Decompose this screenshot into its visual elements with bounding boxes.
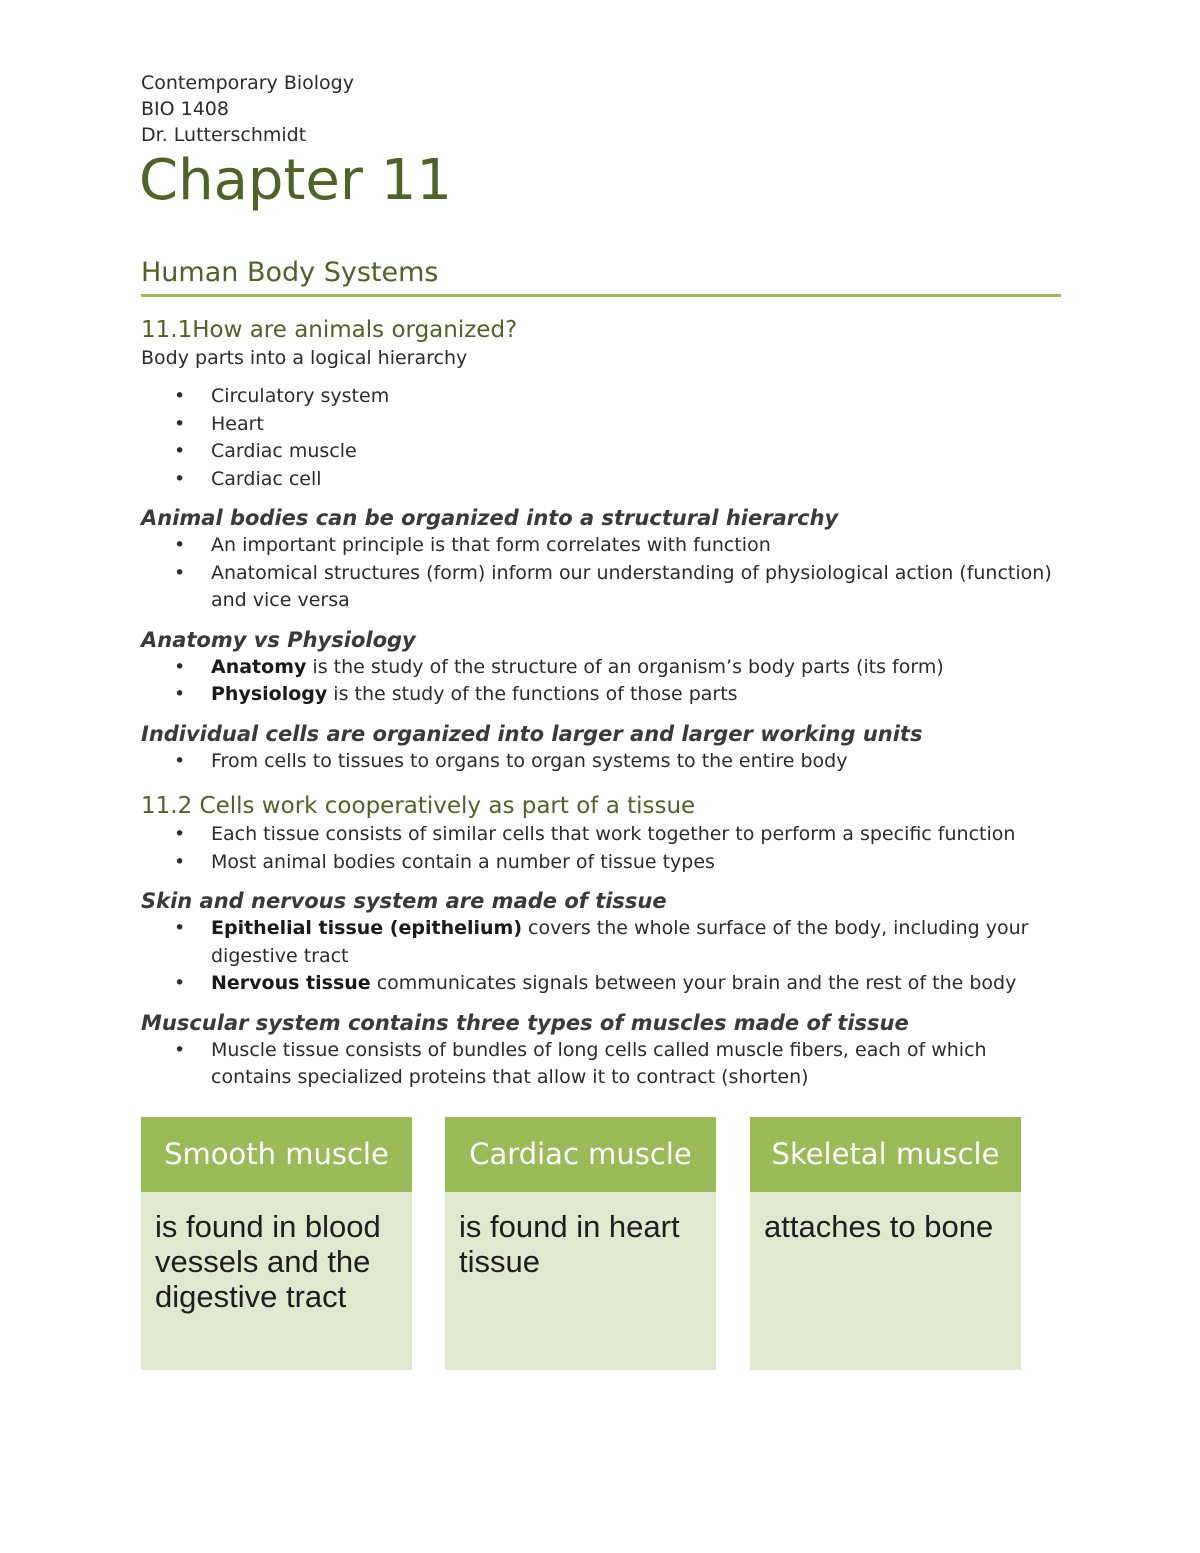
heading-11-2: 11.2 Cells work cooperatively as part of a tissue	[141, 793, 696, 819]
heading-11-1: 11.1How are animals organized?	[141, 317, 518, 343]
list-item: • An important principle is that form correlates with function	[141, 532, 1061, 560]
skin-list	[141, 915, 1061, 998]
bullet-icon: •	[174, 683, 186, 705]
term: Nervous tissue	[211, 972, 371, 994]
tissue-list	[141, 821, 1061, 876]
bullet-icon: •	[174, 385, 186, 407]
list-item: • Most animal bodies contain a number of tissue types	[141, 849, 1061, 877]
heading-working-units: Individual cells are organized into larger and larger working units	[141, 721, 923, 746]
bullet-icon: •	[174, 823, 186, 845]
bullet-icon: •	[174, 655, 186, 678]
section-title: Human Body Systems	[141, 256, 1061, 297]
bullet-icon: •	[174, 850, 186, 873]
document-content	[141, 70, 1061, 1092]
intro-text: Body parts into a logical hierarchy	[141, 347, 468, 369]
heading-structural-hierarchy: Animal bodies can be organized into a structural hierarchy	[141, 506, 839, 530]
heading-skin-nervous: Skin and nervous system are made of tissue	[141, 889, 667, 913]
muscle-types-graphic	[141, 1117, 1021, 1372]
list-item: • Heart	[141, 411, 1061, 439]
course-name: Contemporary Biology	[141, 72, 354, 94]
bullet-icon: •	[174, 534, 186, 556]
bullet-icon: •	[174, 972, 186, 994]
list-item: • Cardiac cell	[141, 466, 1061, 494]
list-item: • Nervous tissue communicates signals between your brain and the rest of the body	[141, 970, 1061, 998]
box-title: Skeletal muscle	[750, 1117, 1021, 1192]
instructor-name: Dr. Lutterschmidt	[141, 124, 307, 146]
chapter-title: Chapter 11	[139, 148, 452, 213]
muscular-list	[141, 1037, 1061, 1092]
bullet-icon: •	[174, 1038, 186, 1061]
list-item: • Physiology is the study of the functions of those parts	[141, 681, 1061, 709]
cardiac-muscle-box	[445, 1117, 716, 1370]
box-body: is found in blood vessels and the digestive tract	[155, 1209, 381, 1314]
bullet-icon: •	[174, 440, 186, 462]
box-title: Cardiac muscle	[445, 1117, 716, 1192]
cells-list	[141, 748, 1061, 776]
heading-muscular-system: Muscular system contains three types of muscles made of tissue	[141, 1010, 909, 1035]
list-item: • Anatomy is the study of the structure of an organism’s body parts (its form)	[141, 654, 1061, 682]
list-item: • Cardiac muscle	[141, 438, 1061, 466]
box-body: is found in heart tissue	[459, 1209, 680, 1279]
list-item: • From cells to tissues to organs to organ systems to the entire body	[141, 748, 1061, 776]
bullet-icon: •	[174, 749, 186, 772]
hierarchy-list	[141, 383, 1061, 493]
smooth-muscle-box	[141, 1117, 412, 1370]
bullet-icon: •	[174, 917, 186, 939]
structural-list	[141, 532, 1061, 615]
bullet-icon: •	[174, 467, 186, 490]
list-item: • Each tissue consists of similar cells that work together to perform a specific function	[141, 821, 1061, 849]
list-item: • Circulatory system	[141, 383, 1061, 411]
heading-anatomy-vs-physiology: Anatomy vs Physiology	[141, 627, 416, 652]
skeletal-muscle-box	[750, 1117, 1021, 1370]
list-item: • Muscle tissue consists of bundles of long cells called muscle fibers, each of which contains specialized proteins that allow it to contract (shorten)	[174, 1038, 987, 1088]
anatomy-list	[141, 654, 1061, 709]
list-item: • Epithelial tissue (epithelium) covers the whole surface of the body, including your digestive tract	[174, 917, 1029, 967]
term: Epithelial tissue (epithelium)	[211, 917, 523, 939]
term: Anatomy	[211, 655, 307, 678]
box-title: Smooth muscle	[141, 1117, 412, 1192]
box-body: attaches to bone	[764, 1209, 994, 1244]
list-item: • Anatomical structures (form) inform our understanding of physiological action (function) and vice versa	[174, 561, 1052, 611]
course-code: BIO 1408	[141, 98, 229, 120]
bullet-icon: •	[174, 412, 186, 435]
term: Physiology	[211, 683, 328, 705]
bullet-icon: •	[174, 561, 186, 584]
